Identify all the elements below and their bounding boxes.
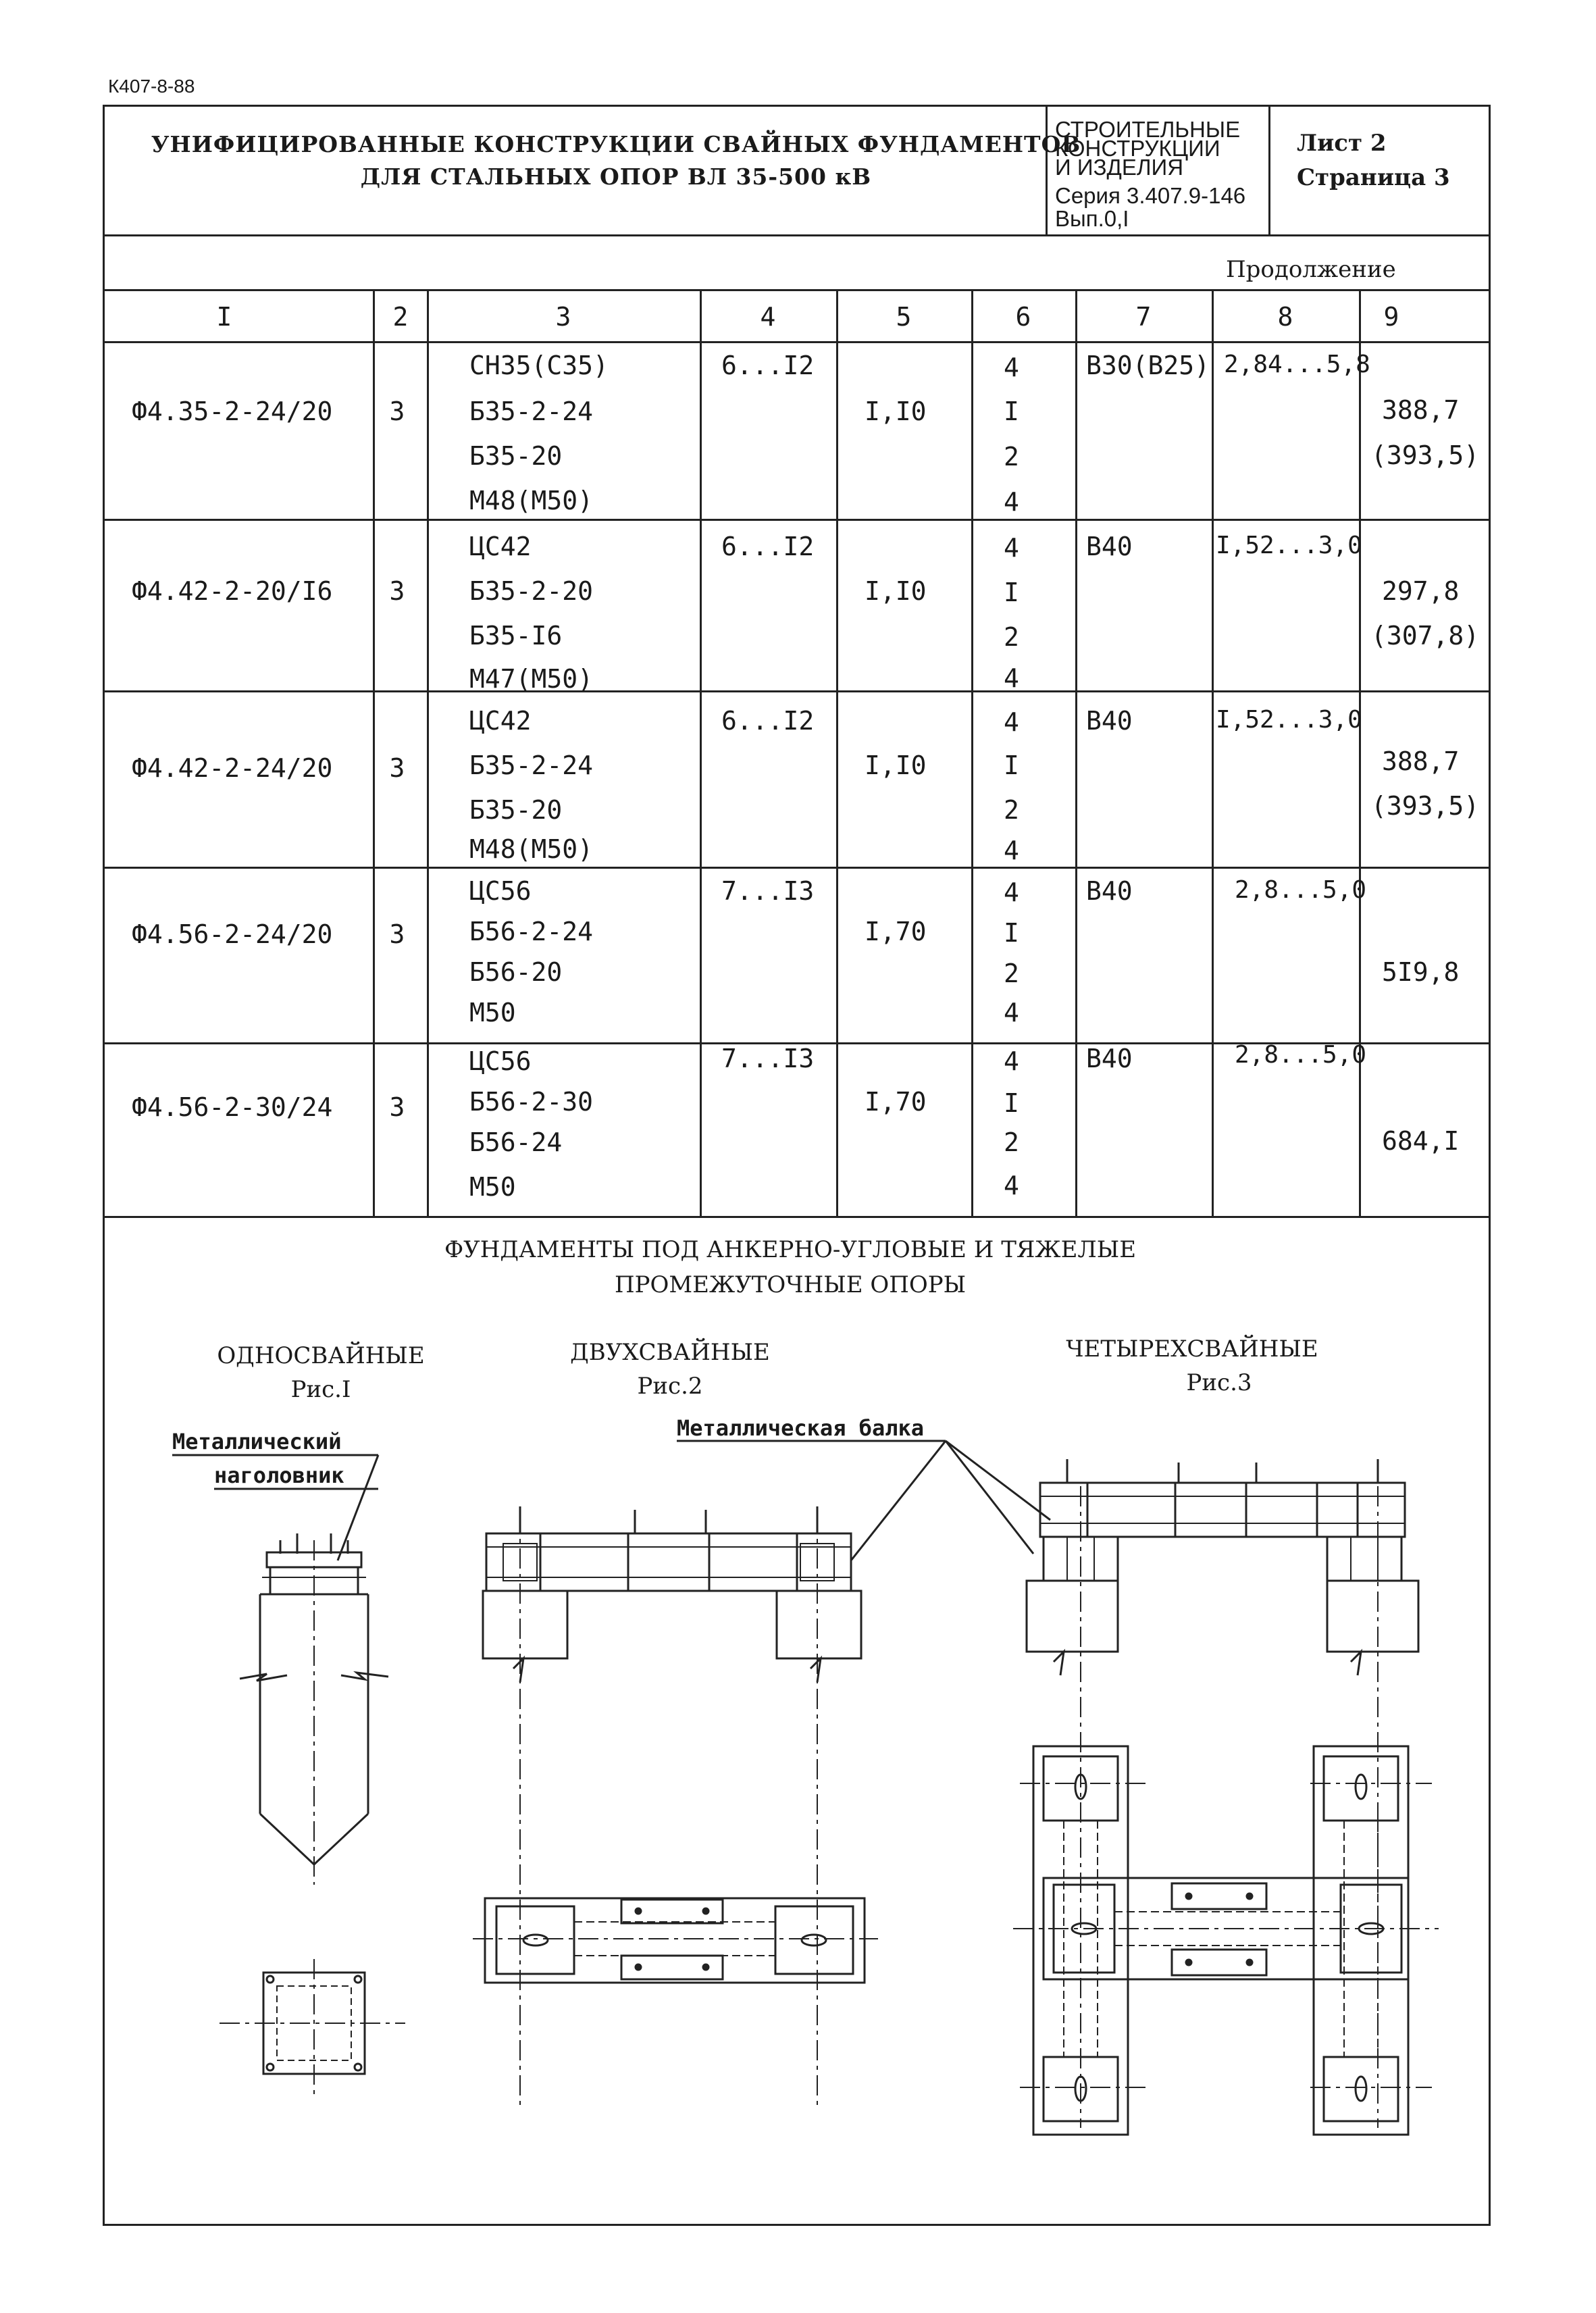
col-header-2: 2 bbox=[392, 302, 409, 332]
col-header-4: 4 bbox=[760, 302, 776, 332]
fig3-caption: Рис.3 bbox=[1186, 1369, 1252, 1396]
quantity: I bbox=[1004, 578, 1019, 607]
title-line-2: ДЛЯ СТАЛЬНЫХ ОПОР ВЛ 35-500 кВ bbox=[360, 163, 872, 190]
fig1-type: ОДНОСВАЙНЫЕ bbox=[217, 1342, 425, 1369]
col-header-3: 3 bbox=[555, 302, 571, 332]
quantity: 4 bbox=[1004, 1046, 1019, 1076]
label-metal-head-line-2: наголовник bbox=[214, 1463, 344, 1488]
label-metal-head-line-1: Металлический bbox=[172, 1429, 342, 1454]
quantity: I bbox=[1004, 751, 1019, 780]
quantity: I bbox=[1004, 918, 1019, 948]
quantity: 2 bbox=[1004, 442, 1019, 472]
col4-value: 6...I2 bbox=[721, 706, 815, 736]
stamp-series: Серия 3.407.9-146 bbox=[1055, 183, 1246, 208]
quantity: 2 bbox=[1004, 959, 1019, 988]
element-mark: Б56-2-30 bbox=[469, 1087, 594, 1117]
element-mark: Б35-2-20 bbox=[469, 576, 594, 606]
element-mark: М50 bbox=[469, 1172, 516, 1202]
col-header-9: 9 bbox=[1383, 302, 1399, 332]
element-mark: ЦС56 bbox=[469, 1046, 532, 1076]
foundation-mark: Ф4.42-2-20/I6 bbox=[132, 576, 333, 606]
col-header-6: 6 bbox=[1015, 302, 1031, 332]
concrete-class: В40 bbox=[1086, 532, 1133, 561]
page-number: Страница 3 bbox=[1297, 164, 1450, 191]
col-header-7: 7 bbox=[1135, 302, 1152, 332]
continuation-label: Продолжение bbox=[1226, 256, 1396, 283]
concrete-class: В40 bbox=[1086, 706, 1133, 736]
col9-value: 684,I bbox=[1382, 1126, 1460, 1156]
pile-count: 3 bbox=[389, 919, 405, 949]
stamp-line-1: СТРОИТЕЛЬНЫЕ bbox=[1055, 117, 1241, 142]
fig2-elevation bbox=[483, 1506, 861, 2108]
pile-count: 3 bbox=[389, 576, 405, 606]
fig1-plan bbox=[220, 1959, 405, 2094]
stamp-issue: Вып.0,I bbox=[1055, 206, 1129, 231]
col8-value: I,52...3,0 bbox=[1216, 532, 1362, 559]
col5-value: I,I0 bbox=[865, 751, 927, 780]
fig3-type: ЧЕТЫРЕХСВАЙНЫЕ bbox=[1066, 1336, 1318, 1363]
figures-heading-line-2: ПРОМЕЖУТОЧНЫЕ ОПОРЫ bbox=[614, 1271, 967, 1298]
element-mark: ЦС42 bbox=[469, 706, 532, 736]
concrete-class: В40 bbox=[1086, 876, 1133, 906]
quantity: 4 bbox=[1004, 533, 1019, 563]
col-header-8: 8 bbox=[1277, 302, 1293, 332]
col8-value: I,52...3,0 bbox=[1216, 706, 1362, 734]
element-mark: М48(М50) bbox=[469, 834, 594, 864]
col9-value: (307,8) bbox=[1371, 621, 1480, 651]
quantity: 4 bbox=[1004, 487, 1019, 517]
concrete-class: В40 bbox=[1086, 1044, 1133, 1073]
col9-value: 5I9,8 bbox=[1382, 957, 1460, 987]
col5-value: I,I0 bbox=[865, 397, 927, 426]
element-mark: Б35-2-24 bbox=[469, 397, 594, 426]
element-mark: СН35(С35) bbox=[469, 351, 609, 380]
fig2-caption: Рис.2 bbox=[637, 1373, 703, 1400]
pile-count: 3 bbox=[389, 753, 405, 783]
quantity: 2 bbox=[1004, 795, 1019, 825]
element-mark: ЦС42 bbox=[469, 532, 532, 561]
element-mark: Б35-2-24 bbox=[469, 751, 594, 780]
label-metal-beam: Металлическая балка bbox=[677, 1415, 925, 1441]
quantity: 4 bbox=[1004, 663, 1019, 693]
quantity: 4 bbox=[1004, 1171, 1019, 1200]
element-mark: Б35-I6 bbox=[469, 621, 563, 651]
fig3-plan bbox=[1013, 1746, 1439, 2135]
col9-value: (393,5) bbox=[1371, 440, 1480, 470]
col8-value: 2,8...5,0 bbox=[1235, 876, 1367, 904]
title-line-1: УНИФИЦИРОВАННЫЕ КОНСТРУКЦИИ СВАЙНЫХ ФУНДАМЕНТОВ bbox=[151, 131, 1081, 157]
col8-value: 2,8...5,0 bbox=[1235, 1041, 1367, 1069]
element-mark: М50 bbox=[469, 998, 516, 1027]
col9-value: 388,7 bbox=[1382, 746, 1460, 776]
document-code: К407-8-88 bbox=[108, 76, 195, 97]
quantity: 4 bbox=[1004, 998, 1019, 1027]
col4-value: 6...I2 bbox=[721, 351, 815, 380]
col-header-1: I bbox=[216, 302, 232, 332]
element-mark: Б35-20 bbox=[469, 441, 563, 471]
col9-value: 297,8 bbox=[1382, 576, 1460, 606]
foundation-mark: Ф4.56-2-24/20 bbox=[132, 919, 333, 949]
foundation-mark: Ф4.42-2-24/20 bbox=[132, 753, 333, 783]
pile-count: 3 bbox=[389, 1092, 405, 1122]
foundation-mark: Ф4.56-2-30/24 bbox=[132, 1092, 333, 1122]
col9-value: (393,5) bbox=[1371, 791, 1480, 821]
quantity: 2 bbox=[1004, 1127, 1019, 1157]
foundation-mark: Ф4.35-2-24/20 bbox=[132, 397, 333, 426]
quantity: 2 bbox=[1004, 622, 1019, 652]
element-mark: Б56-24 bbox=[469, 1127, 563, 1157]
col5-value: I,70 bbox=[865, 1087, 927, 1117]
pile-count: 3 bbox=[389, 397, 405, 426]
figures-heading-line-1: ФУНДАМЕНТЫ ПОД АНКЕРНО-УГЛОВЫЕ И ТЯЖЕЛЫЕ bbox=[444, 1236, 1137, 1263]
col9-value: 388,7 bbox=[1382, 395, 1460, 425]
sheet-number: Лист 2 bbox=[1297, 130, 1387, 157]
col5-value: I,I0 bbox=[865, 576, 927, 606]
fig2-type: ДВУХСВАЙНЫЕ bbox=[570, 1339, 770, 1366]
stamp-line-3: И ИЗДЕЛИЯ bbox=[1055, 155, 1184, 180]
quantity: 4 bbox=[1004, 707, 1019, 737]
col4-value: 7...I3 bbox=[721, 876, 815, 906]
quantity: I bbox=[1004, 397, 1019, 426]
quantity: I bbox=[1004, 1088, 1019, 1118]
element-mark: Б35-20 bbox=[469, 795, 563, 825]
quantity: 4 bbox=[1004, 353, 1019, 382]
concrete-class: В30(В25) bbox=[1086, 351, 1210, 380]
element-mark: Б56-2-24 bbox=[469, 917, 594, 946]
col4-value: 6...I2 bbox=[721, 532, 815, 561]
col4-value: 7...I3 bbox=[721, 1044, 815, 1073]
col8-value: 2,84...5,8 bbox=[1224, 351, 1370, 378]
element-mark: ЦС56 bbox=[469, 876, 532, 906]
quantity: 4 bbox=[1004, 836, 1019, 865]
fig1-elevation bbox=[240, 1533, 388, 1885]
element-mark: М48(М50) bbox=[469, 486, 594, 515]
leader-lines bbox=[172, 1441, 1050, 1560]
col5-value: I,70 bbox=[865, 917, 927, 946]
fig1-caption: Рис.I bbox=[290, 1376, 351, 1403]
quantity: 4 bbox=[1004, 878, 1019, 907]
element-mark: М47(М50) bbox=[469, 664, 594, 694]
col-header-5: 5 bbox=[896, 302, 912, 332]
stamp-line-2: КОНСТРУКЦИИ bbox=[1055, 136, 1220, 161]
element-mark: Б56-20 bbox=[469, 957, 563, 987]
